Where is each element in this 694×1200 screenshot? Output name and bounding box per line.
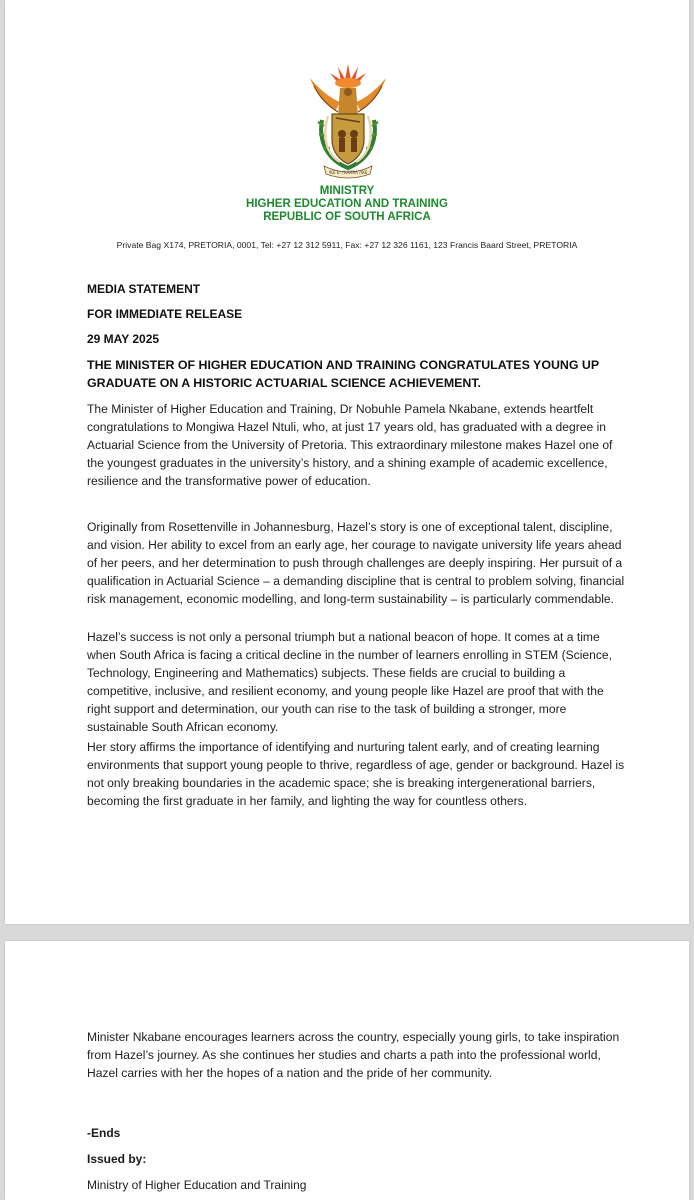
- ministry-heading: [5, 185, 689, 224]
- statement-type: MEDIA STATEMENT: [87, 282, 201, 296]
- ministry-address: Private Bag X174, PRETORIA, 0001, Tel: +27 12 312 5911, Fax: +27 12 326 1161, 123 Francis Baard Street, PRETORIA: [116, 240, 578, 250]
- release-note: FOR IMMEDIATE RELEASE: [87, 307, 243, 321]
- body-paragraph-4: Her story affirms the importance of identifying and nurturing talent early, and of creating learning environments that support young people to thrive, regardless of age, gender or background. Hazel is not only breaking boundaries in the academic space; she is breaking intergenerational barriers, becoming the first graduate in her family, and lighting the way for countless others.: [87, 740, 625, 808]
- svg-text:!KE E: /XARRA //KE: !KE E: /XARRA //KE: [328, 170, 368, 175]
- document-page-1: [5, 0, 689, 924]
- body-paragraph-5: Minister Nkabane encourages learners across the country, especially young girls, to take inspiration from Hazel’s journey. As she continues her studies and charts a path into the professional world, Hazel carries with her the hopes of a nation and the pride of her community.: [87, 1030, 620, 1080]
- ministry-line-1: MINISTRY: [319, 185, 375, 197]
- issuer-name: Ministry of Higher Education and Training: [87, 1178, 307, 1192]
- ministry-line-3: REPUBLIC OF SOUTH AFRICA: [263, 211, 431, 223]
- statement-date: 29 MAY 2025: [87, 332, 160, 346]
- ministry-line-2: HIGHER EDUCATION AND TRAINING: [246, 198, 448, 210]
- statement-headline: THE MINISTER OF HIGHER EDUCATION AND TRAINING CONGRATULATES YOUNG UP GRADUATE ON A HISTORIC ACTUARIAL SCIENCE ACHIEVEMENT.: [87, 358, 599, 390]
- document-page-2: [5, 941, 689, 1200]
- body-paragraph-3: Hazel’s success is not only a personal triumph but a national beacon of hope. It comes at a time when South Africa is facing a critical decline in the number of learners enrolling in STEM (Science, Technology, Engineering and Mathematics) subjects. These fields are crucial to building a competitive, inclusive, and resilient economy, and young people like Hazel are proof that with the right support and determination, our youth can rise to the task of building a stronger, more sustainable South African economy.: [87, 630, 612, 734]
- body-paragraph-2: Originally from Rosettenville in Johannesburg, Hazel’s story is one of exceptional talent, discipline, and vision. Her ability to excel from an early age, her courage to navigate university life years ahead of her peers, and her determination to push through challenges are deeply inspiring. Her pursuit of a qualification in Actuarial Science – a demanding discipline that is central to problem solving, financial risk management, economic modelling, and long-term sustainability – is particularly commendable.: [87, 520, 625, 606]
- ends-marker: -Ends: [87, 1126, 121, 1140]
- coat-of-arms-icon: [302, 56, 394, 182]
- issued-by-label: Issued by:: [87, 1152, 147, 1166]
- body-paragraph-1: The Minister of Higher Education and Training, Dr Nobuhle Pamela Nkabane, extends heartfelt congratulations to Mongiwa Hazel Ntuli, who, at just 17 years old, has graduated with a degree in Actuarial Science from the University of Pretoria. This extraordinary milestone makes Hazel one of the youngest graduates in the university’s history, and a shining example of academic excellence, resilience and the transformative power of education.: [87, 402, 613, 488]
